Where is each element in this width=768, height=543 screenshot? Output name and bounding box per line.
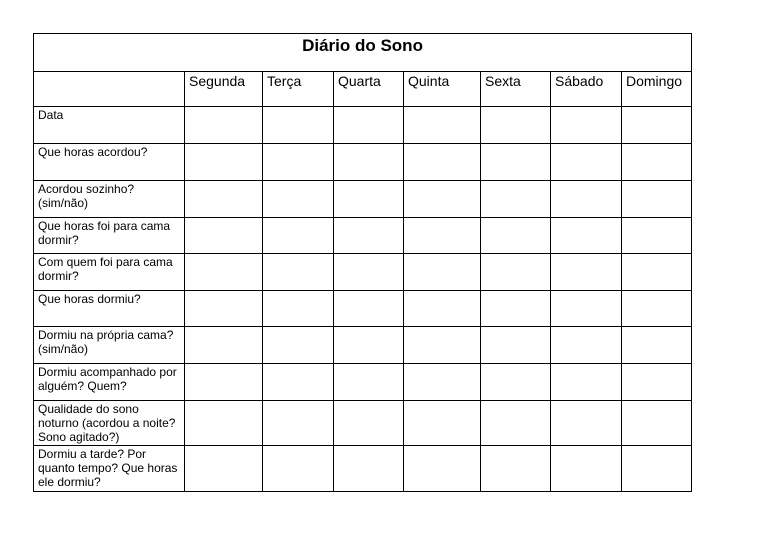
entry-cell[interactable]: [551, 446, 622, 492]
table-row: [34, 401, 692, 446]
row-label: Acordou sozinho? (sim/não): [34, 181, 185, 218]
entry-cell[interactable]: [185, 181, 263, 218]
entry-cell[interactable]: [185, 364, 263, 401]
row-label: Dormiu acompanhado por alguém? Quem?: [34, 364, 185, 401]
day-header-domingo: Domingo: [622, 72, 692, 107]
table-row: [34, 181, 692, 218]
entry-cell[interactable]: [481, 218, 551, 254]
entry-cell[interactable]: [404, 401, 481, 446]
entry-cell[interactable]: [334, 107, 404, 144]
page-title: Diário do Sono: [302, 36, 423, 55]
table-row: [34, 144, 692, 181]
entry-cell[interactable]: [334, 254, 404, 291]
entry-cell[interactable]: [404, 327, 481, 364]
entry-cell[interactable]: [551, 364, 622, 401]
entry-cell[interactable]: [334, 218, 404, 254]
entry-cell[interactable]: [334, 446, 404, 492]
entry-cell[interactable]: [622, 364, 692, 401]
entry-cell[interactable]: [185, 144, 263, 181]
entry-cell[interactable]: [185, 291, 263, 327]
table-row: [34, 291, 692, 327]
entry-cell[interactable]: [334, 181, 404, 218]
table-row: [34, 218, 692, 254]
entry-cell[interactable]: [622, 181, 692, 218]
entry-cell[interactable]: [404, 144, 481, 181]
entry-cell[interactable]: [185, 107, 263, 144]
day-header-terca: Terça: [263, 72, 334, 107]
table-row: [34, 254, 692, 291]
entry-cell[interactable]: [263, 364, 334, 401]
entry-cell[interactable]: [481, 291, 551, 327]
entry-cell[interactable]: [481, 107, 551, 144]
entry-cell[interactable]: [404, 364, 481, 401]
entry-cell[interactable]: [263, 254, 334, 291]
entry-cell[interactable]: [481, 446, 551, 492]
entry-cell[interactable]: [404, 181, 481, 218]
entry-cell[interactable]: [551, 254, 622, 291]
entry-cell[interactable]: [334, 327, 404, 364]
entry-cell[interactable]: [263, 401, 334, 446]
entry-cell[interactable]: [622, 327, 692, 364]
entry-cell[interactable]: [551, 327, 622, 364]
entry-cell[interactable]: [404, 254, 481, 291]
entry-cell[interactable]: [551, 218, 622, 254]
entry-cell[interactable]: [481, 327, 551, 364]
corner-cell: [34, 72, 185, 107]
entry-cell[interactable]: [334, 144, 404, 181]
day-header-sabado: Sábado: [551, 72, 622, 107]
entry-cell[interactable]: [404, 218, 481, 254]
entry-cell[interactable]: [551, 401, 622, 446]
entry-cell[interactable]: [185, 218, 263, 254]
entry-cell[interactable]: [481, 401, 551, 446]
entry-cell[interactable]: [185, 401, 263, 446]
row-label: Dormiu a tarde? Por quanto tempo? Que horas ele dormiu?: [34, 446, 185, 492]
entry-cell[interactable]: [622, 254, 692, 291]
entry-cell[interactable]: [404, 446, 481, 492]
entry-cell[interactable]: [622, 144, 692, 181]
entry-cell[interactable]: [551, 107, 622, 144]
title-cell: [34, 34, 692, 72]
title-row: [34, 34, 692, 72]
table-row: [34, 364, 692, 401]
day-header-quarta: Quarta: [334, 72, 404, 107]
entry-cell[interactable]: [263, 218, 334, 254]
row-label: Que horas acordou?: [34, 144, 185, 181]
day-header-quinta: Quinta: [404, 72, 481, 107]
table-row: [34, 107, 692, 144]
entry-cell[interactable]: [185, 327, 263, 364]
entry-cell[interactable]: [481, 364, 551, 401]
entry-cell[interactable]: [551, 144, 622, 181]
entry-cell[interactable]: [334, 401, 404, 446]
row-label: Dormiu na própria cama? (sim/não): [34, 327, 185, 364]
entry-cell[interactable]: [334, 364, 404, 401]
table-row: [34, 327, 692, 364]
entry-cell[interactable]: [622, 446, 692, 492]
entry-cell[interactable]: [622, 107, 692, 144]
entry-cell[interactable]: [551, 181, 622, 218]
entry-cell[interactable]: [263, 181, 334, 218]
day-header-segunda: Segunda: [185, 72, 263, 107]
entry-cell[interactable]: [185, 254, 263, 291]
entry-cell[interactable]: [481, 144, 551, 181]
entry-cell[interactable]: [622, 218, 692, 254]
day-header-sexta: Sexta: [481, 72, 551, 107]
entry-cell[interactable]: [404, 291, 481, 327]
entry-cell[interactable]: [263, 327, 334, 364]
entry-cell[interactable]: [334, 291, 404, 327]
entry-cell[interactable]: [263, 291, 334, 327]
entry-cell[interactable]: [263, 144, 334, 181]
row-label: Qualidade do sono noturno (acordou a noite? Sono agitado?): [34, 401, 185, 446]
row-label: Que horas dormiu?: [34, 291, 185, 327]
entry-cell[interactable]: [481, 254, 551, 291]
entry-cell[interactable]: [481, 181, 551, 218]
row-label: Data: [34, 107, 185, 144]
entry-cell[interactable]: [551, 291, 622, 327]
row-label: Com quem foi para cama dormir?: [34, 254, 185, 291]
entry-cell[interactable]: [404, 107, 481, 144]
table-row: [34, 446, 692, 492]
header-row: [34, 72, 692, 107]
sleep-diary-table: [33, 33, 692, 492]
entry-cell[interactable]: [622, 401, 692, 446]
entry-cell[interactable]: [622, 291, 692, 327]
entry-cell[interactable]: [185, 446, 263, 492]
row-label: Que horas foi para cama dormir?: [34, 218, 185, 254]
entry-cell[interactable]: [263, 446, 334, 492]
entry-cell[interactable]: [263, 107, 334, 144]
